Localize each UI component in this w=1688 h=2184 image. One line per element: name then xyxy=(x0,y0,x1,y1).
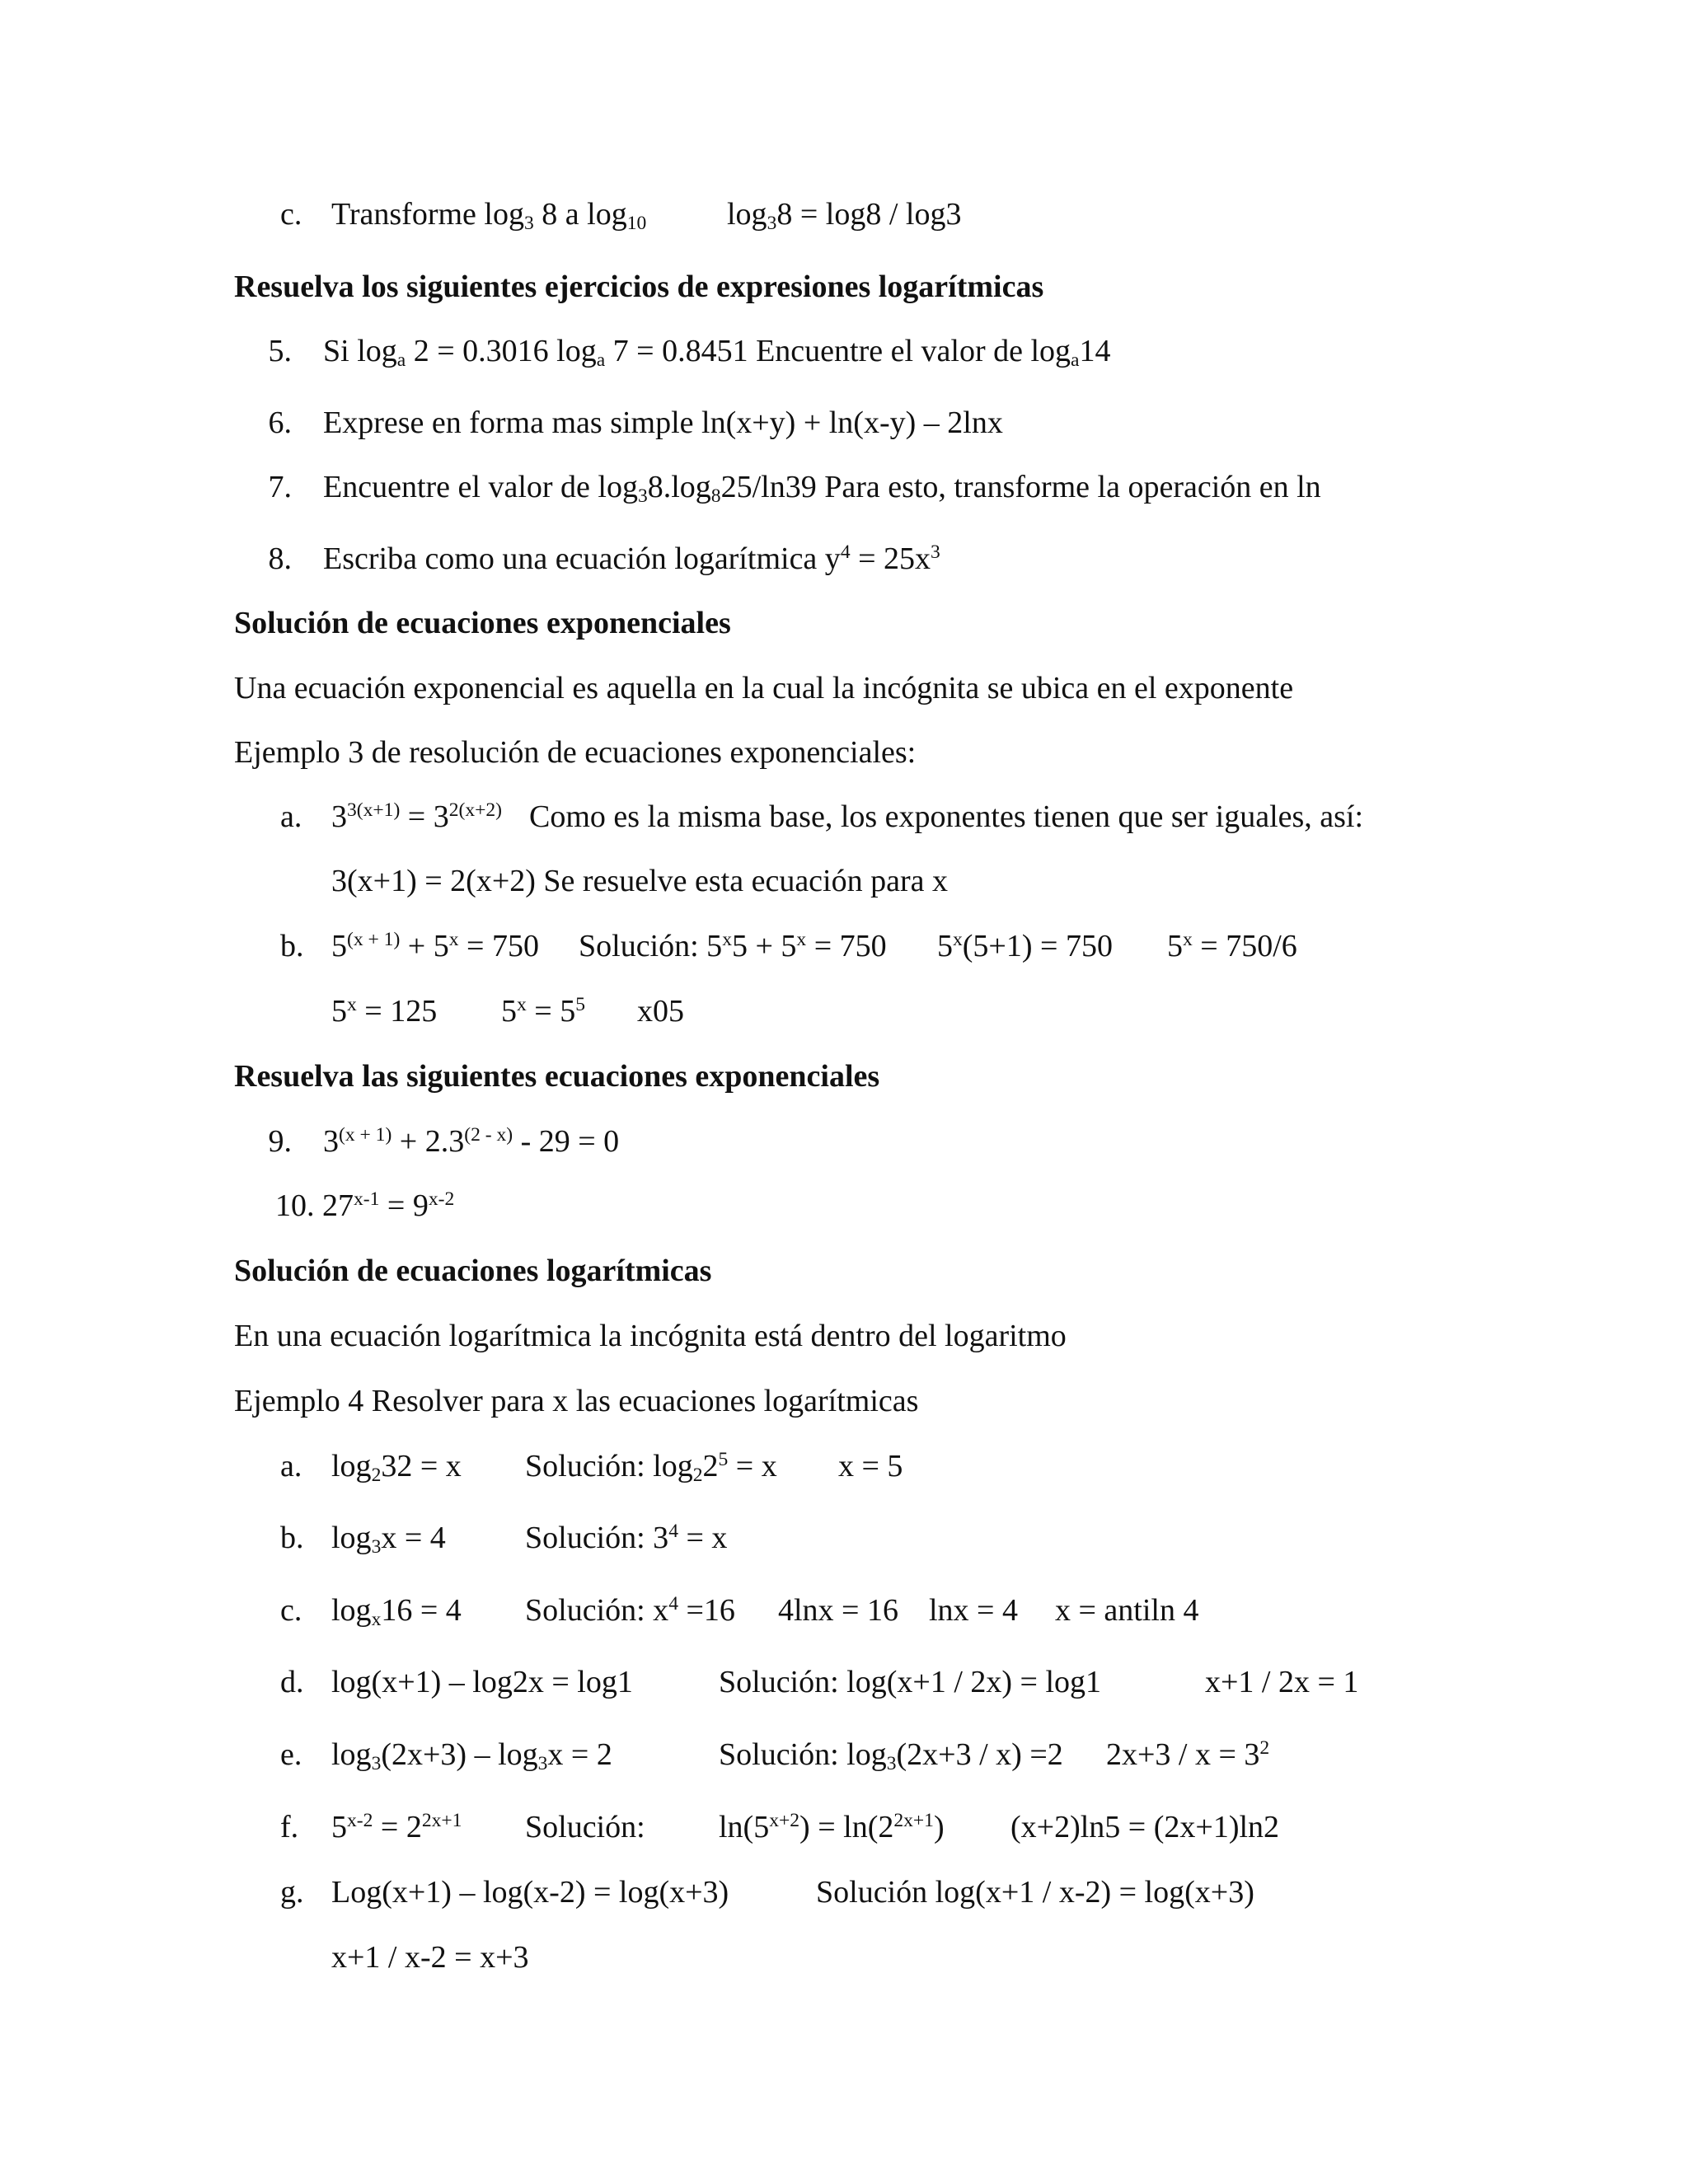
example-3b-solution: Solución: $5^x5 + 5^x = 750$ xyxy=(579,929,887,963)
example-4f-solution-label: Solución: xyxy=(525,1810,645,1844)
example-4d-result: x+1 / 2x = 1 xyxy=(1205,1665,1359,1699)
example-4a-equation: $\log_232 = x$ xyxy=(331,1449,462,1486)
example-4c-equation: $\log_x16 = 4$ xyxy=(331,1593,462,1630)
example-4f-equation: $5^{x-2} = 2^{2x+1}$ xyxy=(331,1810,462,1844)
example-4b-equation: $\log_3x = 4$ xyxy=(331,1521,446,1558)
example-4e-label: e. xyxy=(280,1737,302,1772)
example-3b-step-3: $5^x = 125$ xyxy=(331,994,438,1029)
example-4d-solution: Solución: log(x+1 / 2x) = log1 xyxy=(719,1665,1102,1699)
example-3b-equation: $5^{(x + 1)} + 5^x = 750$ xyxy=(331,929,539,963)
example-3a-equation: $3^{3(x+1)} = 3^{2(x+2)}$ xyxy=(331,799,503,834)
item-c-transform xyxy=(280,195,302,233)
example-4g-solution: Solución log(x+1 / x-2) = log(x+3) xyxy=(816,1875,1254,1910)
example-4c-step-2: lnx = 4 xyxy=(929,1593,1018,1628)
example-4e-result: $2x+3 / x = 3^2$ xyxy=(1106,1737,1270,1772)
example-4e-equation: $\log_3(2x+3) - \log_3x = 2$ xyxy=(331,1737,612,1774)
exercise-7-text: Encuentre el valor de $\log_38.\log_825/\ln 39$ Para esto, transforme la operación en ln xyxy=(323,470,1321,507)
exercise-6-text: Exprese en forma mas simple ln(x+y) + ln(x-y) – 2lnx xyxy=(323,405,1003,440)
example-3a-step: 3(x+1) = 2(x+2) Se resuelve esta ecuación para x xyxy=(331,864,948,898)
example-4a-solution: Solución: $\log_22^5 = x$ xyxy=(525,1449,777,1486)
section-heading-log-expressions: Resuelva los siguientes ejercicios de expresiones logarítmicas xyxy=(234,269,1044,304)
example-3a-explanation: Como es la misma base, los exponentes tienen que ser iguales, así: xyxy=(529,799,1364,834)
example-4c-solution: Solución: $x^4 =16$ xyxy=(525,1593,735,1628)
section-heading-exponential: Solución de ecuaciones exponenciales xyxy=(234,606,731,640)
example-4g-step: x+1 / x-2 = x+3 xyxy=(331,1940,529,1975)
section-heading-solve-exponential: Resuelva las siguientes ecuaciones exponenciales xyxy=(234,1059,880,1094)
example-4a-result: x = 5 xyxy=(838,1449,903,1483)
exercise-8-text: Escriba como una ecuación logarítmica $y^4 = 25x^3$ xyxy=(323,541,940,576)
item-c-text: Transforme $\log_3 8$ a $\log_{10}$ xyxy=(331,197,647,234)
example-4f-result: (x+2)ln5 = (2x+1)ln2 xyxy=(1010,1810,1280,1844)
example-4g-label: g. xyxy=(280,1875,304,1910)
example-4e-solution: Solución: $\log_3(2x+3 / x) =2$ xyxy=(719,1737,1063,1774)
example-3b-step-2: $5^x = 750/6$ xyxy=(1167,929,1297,963)
example-4c-step-3: x = antiln 4 xyxy=(1055,1593,1199,1628)
paragraph-example-3: Ejemplo 3 de resolución de ecuaciones exponenciales: xyxy=(234,735,917,770)
example-4b-label: b. xyxy=(280,1521,304,1555)
item-c-formula: $\log_38 = \log 8 / \log 3$ xyxy=(727,197,962,234)
item-label: c. xyxy=(280,197,302,232)
example-3a-label: a. xyxy=(280,799,302,834)
example-4g-equation: Log(x+1) – log(x-2) = log(x+3) xyxy=(331,1875,729,1910)
example-4c-label: c. xyxy=(280,1593,302,1628)
example-4f-solution: $\ln(5^{x+2}) = \ln(2^{2x+1})$ xyxy=(719,1810,945,1844)
exercise-10: 10. $27^{x-1} = 9^{x-2}$ xyxy=(275,1188,455,1223)
paragraph-log-definition: En una ecuación logarítmica la incógnita está dentro del logaritmo xyxy=(234,1319,1067,1353)
example-4a-label: a. xyxy=(280,1449,302,1483)
example-4f-label: f. xyxy=(280,1810,299,1844)
exercise-9-text: $3^{(x + 1)} + 2.3^{(2 - x)} - 29 = 0$ xyxy=(323,1124,620,1159)
example-3b-label: b. xyxy=(280,929,304,963)
example-3b-result: x05 xyxy=(637,994,684,1029)
example-4c-step-1: 4lnx = 16 xyxy=(778,1593,898,1628)
exercise-5-text: Si $\log_a 2 = 0.3016$ $\log_a 7 = 0.8451$ Encuentre el valor de $\log_a14$ xyxy=(323,334,1111,371)
example-4d-label: d. xyxy=(280,1665,304,1699)
paragraph-example-4: Ejemplo 4 Resolver para x las ecuaciones logarítmicas xyxy=(234,1384,919,1418)
example-3b-step-4: $5^x = 5^5$ xyxy=(501,994,585,1029)
paragraph-exponential-definition: Una ecuación exponencial es aquella en la cual la incógnita se ubica en el exponente xyxy=(234,671,1294,705)
example-4b-solution: Solución: $3^4 = x$ xyxy=(525,1521,728,1555)
example-4d-equation: log(x+1) – log2x = log1 xyxy=(331,1665,633,1699)
example-3b-step-1: $5^x(5+1) = 750$ xyxy=(937,929,1113,963)
section-heading-logarithmic: Solución de ecuaciones logarítmicas xyxy=(234,1254,712,1288)
document-page: c. Transforme $\log_3 8$ a $\log_{10}$ $\log_38 = \log 8 / \log 3$ Resuelva los siguientes ejercicios de expresiones logarítmicas 5. Si $\log_a 2 = 0.3016$ $\log_a 7 = 0.8451$ Encuentre el valor de $\log_a14$ 6. Exprese en forma mas simple ln(x+y) + ln(x-y) – 2lnx 7. Encuentre el valor de $\log_38.\log_825/\ln 39$ Para esto, transforme la operación en ln 8. Escriba como una ecuación logarítmica $y^4 = 25x^3$ Solución de ecuaciones exponenciales Una ecuación exponencial es aquella en la cual la incógnita se ubica en el exponente Ejemplo 3 de resolución de ecuaciones exponenciales: a. $3^{3(x+1)} = 3^{2(x+2)}$ Como es la misma base, los exponentes tienen que ser iguales, así: 3(x+1) = 2(x+2) Se resuelve esta ecuación para x b. $5^{(x + 1)} + 5^x = 750$ Solución: $5^x5 + 5^x = 750$ $5^x(5+1) = 750$ $5^x = 750/6$ $5^x = 125$ $5^x = 5^5$ x05 Resuelva las siguientes ecuaciones exponenciales 9. $3^{(x + 1)} + 2.3^{(2 - x)} - 29 = 0$ 10. $27^{x-1} = 9^{x-2}$ Solución de ecuaciones logarítmicas En una ecuación logarítmica la incógnita está dentro del logaritmo Ejemplo 4 Resolver para x las ecuaciones logarítmicas a. $\log_232 = x$ Solución: $\log_22^5 = x$ x = 5 b. $\log_3x = 4$ Solución: $3^4 = x$ c. $\log_x16 = 4$ Solución: $x^4 =16$ 4lnx = 16 lnx = 4 x = antiln 4 d. log(x+1) – log2x = log1 Solución: log(x+1 / 2x) = log1 x+1 / 2x = 1 e. $\log_3(2x+3) - \log_3x = 2$ Solución: $\log_3(2x+3 / x) =2$ $2x+3 / x = 3^2$ f. $5^{x-2} = 2^{2x+1}$ Solución: $\ln(5^{x+2}) = \ln(2^{2x+1})$ (x+2)ln5 = (2x+1)ln2 g. Log(x+1) – log(x-2) = log(x+3) Solución log(x+1 / x-2) = log(x+3) x+1 / x-2 = x+3 xyxy=(234,197,1364,1975)
